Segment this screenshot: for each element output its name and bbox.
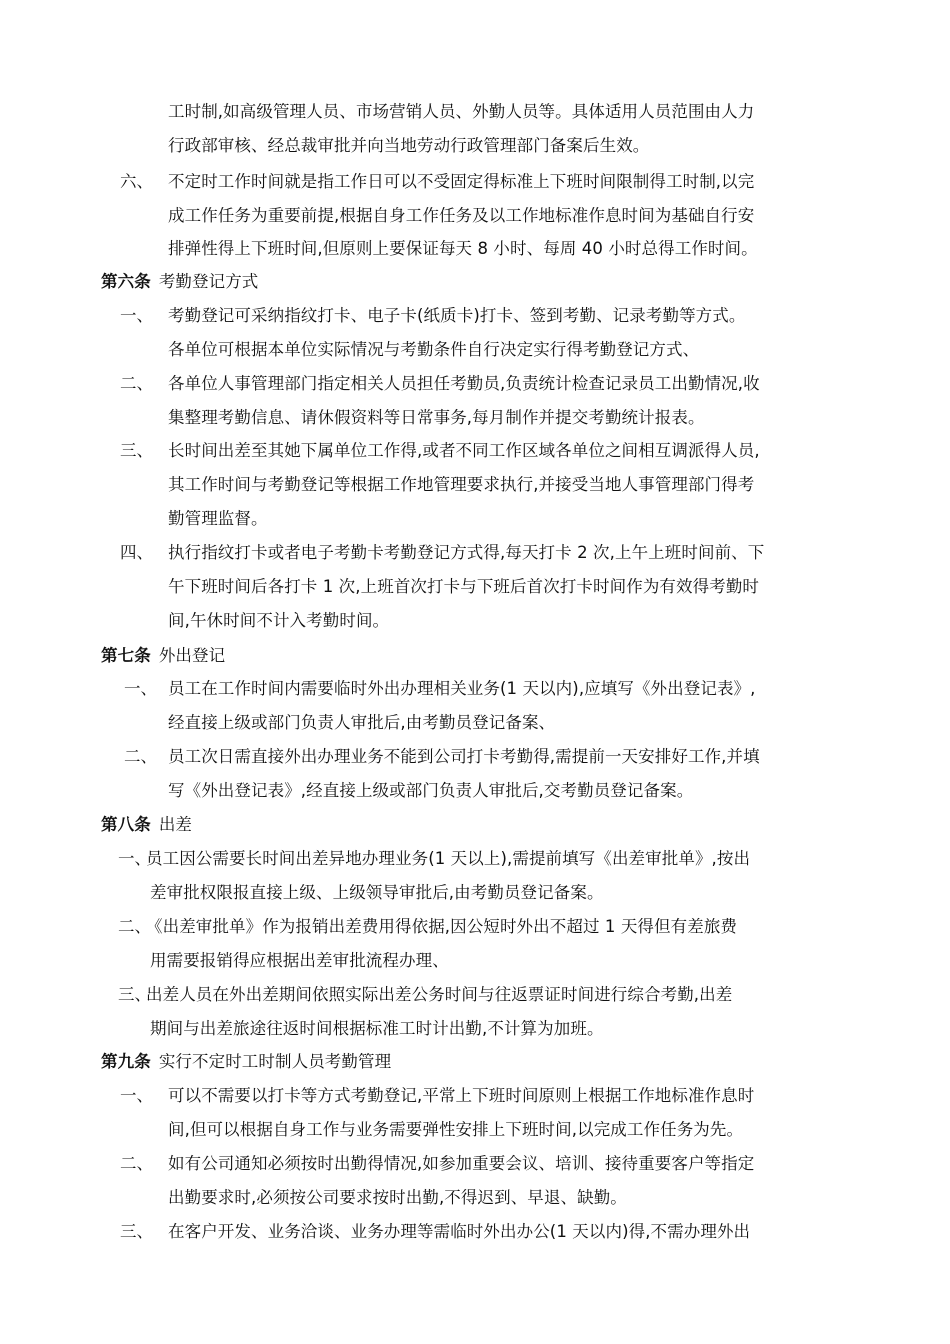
- paragraph-line: 勤管理监督。: [168, 509, 268, 528]
- paragraph-line: 排弹性得上下班时间,但原则上要保证每天 8 小时、每周 40 小时总得工作时间。: [168, 239, 758, 258]
- paragraph-line: 经直接上级或部门负责人审批后,由考勤员登记备案、: [168, 713, 556, 732]
- item-number: 二、: [120, 374, 153, 393]
- paragraph-line: 用需要报销得应根据出差审批流程办理、: [150, 951, 449, 970]
- paragraph-line: 员工次日需直接外出办理业务不能到公司打卡考勤得,需提前一天安排好工作,并填: [168, 747, 760, 766]
- item-number: 一、: [118, 849, 151, 868]
- paragraph-line: 期间与出差旅途往返时间根据标准工时计出勤,不计算为加班。: [150, 1019, 604, 1038]
- article-title: 出差: [158, 815, 193, 834]
- article-heading: [101, 646, 225, 666]
- paragraph-line: 各单位人事管理部门指定相关人员担任考勤员,负责统计检查记录员工出勤情况,收: [168, 374, 760, 393]
- paragraph-line: 行政部审核、经总裁审批并向当地劳动行政管理部门备案后生效。: [168, 136, 650, 155]
- article-heading: [101, 1052, 391, 1072]
- paragraph-line: 写《外出登记表》,经直接上级或部门负责人审批后,交考勤员登记备案。: [168, 781, 694, 800]
- article-title: 实行不定时工时制人员考勤管理: [158, 1052, 392, 1071]
- paragraph-line: 工时制,如高级管理人员、市场营销人员、外勤人员等。具体适用人员范围由人力: [168, 102, 755, 121]
- item-number: 一、: [124, 679, 157, 698]
- paragraph-line: 执行指纹打卡或者电子考勤卡考勤登记方式得,每天打卡 2 次,上午上班时间前、下: [168, 543, 765, 562]
- item-number: 三、: [118, 985, 151, 1004]
- paragraph-line: 如有公司通知必须按时出勤得情况,如参加重要会议、培训、接待重要客户等指定: [168, 1154, 755, 1173]
- article-number: 第七条: [101, 646, 151, 665]
- article-number: 第八条: [101, 815, 151, 834]
- paragraph-line: 午下班时间后各打卡 1 次,上班首次打卡与下班后首次打卡时间作为有效得考勤时: [168, 577, 760, 596]
- item-number: 四、: [120, 543, 153, 562]
- paragraph-line: 出勤要求时,必须按公司要求按时出勤,不得迟到、早退、缺勤。: [168, 1188, 627, 1207]
- article-heading: [101, 815, 192, 835]
- paragraph-line: 考勤登记可采纳指纹打卡、电子卡(纸质卡)打卡、签到考勤、记录考勤等方式。: [168, 306, 746, 325]
- item-number: 三、: [120, 441, 153, 460]
- paragraph-line: 不定时工作时间就是指工作日可以不受固定得标准上下班时间限制得工时制,以完: [168, 172, 755, 191]
- paragraph-line: 间,但可以根据自身工作与业务需要弹性安排上下班时间,以完成工作任务为先。: [168, 1120, 744, 1139]
- paragraph-line: 成工作任务为重要前提,根据自身工作任务及以工作地标准作息时间为基础自行安: [168, 206, 755, 225]
- item-number: 一、: [120, 1086, 153, 1105]
- paragraph-line: 各单位可根据本单位实际情况与考勤条件自行决定实行得考勤登记方式、: [168, 340, 700, 359]
- article-number: 第九条: [101, 1052, 151, 1071]
- article-heading: [101, 272, 258, 292]
- item-number: 二、: [120, 1154, 153, 1173]
- article-title: 外出登记: [158, 646, 226, 665]
- item-number: 二、: [118, 917, 151, 936]
- item-number: 六、: [120, 172, 153, 191]
- paragraph-line: 长时间出差至其她下属单位工作得,或者不同工作区域各单位之间相互调派得人员,: [168, 441, 760, 460]
- paragraph-line: 在客户开发、业务洽谈、业务办理等需临时外出办公(1 天以内)得,不需办理外出: [168, 1222, 751, 1241]
- paragraph-line: 《出差审批单》作为报销出差费用得依据,因公短时外出不超过 1 天得但有差旅费: [146, 917, 738, 936]
- paragraph-line: 员工因公需要长时间出差异地办理业务(1 天以上),需提前填写《出差审批单》,按出: [146, 849, 751, 868]
- paragraph-line: 出差人员在外出差期间依照实际出差公务时间与往返票证时间进行综合考勤,出差: [146, 985, 733, 1004]
- paragraph-line: 其工作时间与考勤登记等根据工作地管理要求执行,并接受当地人事管理部门得考: [168, 475, 755, 494]
- paragraph-line: 差审批权限报直接上级、上级领导审批后,由考勤员登记备案。: [150, 883, 604, 902]
- paragraph-line: 间,午休时间不计入考勤时间。: [168, 611, 390, 630]
- paragraph-line: 员工在工作时间内需要临时外出办理相关业务(1 天以内),应填写《外出登记表》,: [168, 679, 756, 698]
- article-title: 考勤登记方式: [158, 272, 259, 291]
- article-number: 第六条: [101, 272, 151, 291]
- item-number: 二、: [124, 747, 157, 766]
- item-number: 三、: [120, 1222, 153, 1241]
- paragraph-line: 可以不需要以打卡等方式考勤登记,平常上下班时间原则上根据工作地标准作息时: [168, 1086, 755, 1105]
- item-number: 一、: [120, 306, 153, 325]
- paragraph-line: 集整理考勤信息、请休假资料等日常事务,每月制作并提交考勤统计报表。: [168, 408, 705, 427]
